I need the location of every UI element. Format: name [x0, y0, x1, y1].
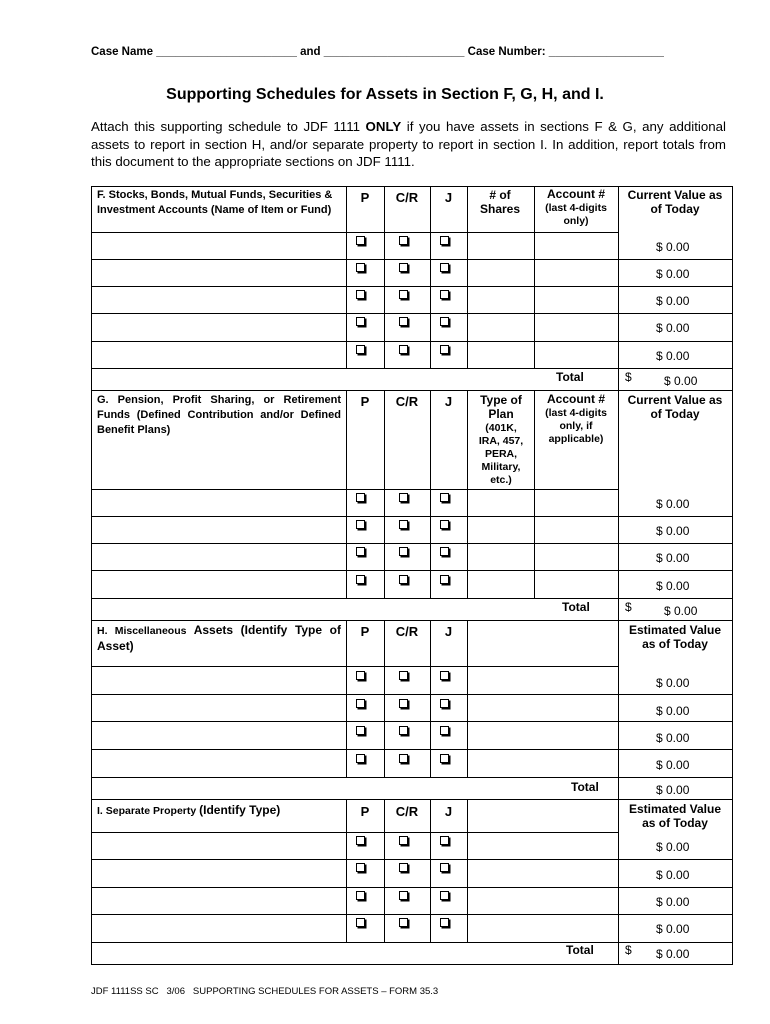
row-value[interactable]: $ 0.00: [656, 758, 690, 772]
checkbox-j[interactable]: [440, 290, 449, 299]
rule: [91, 620, 733, 621]
checkbox-p[interactable]: [356, 345, 365, 354]
checkbox-cr[interactable]: [399, 317, 408, 326]
table-right-border: [732, 186, 733, 964]
divider: [618, 186, 619, 390]
checkbox-cr[interactable]: [399, 263, 408, 272]
row-value[interactable]: $ 0.00: [656, 731, 690, 745]
rule: [91, 777, 733, 778]
checkbox-cr[interactable]: [399, 918, 408, 927]
row-value[interactable]: $ 0.00: [656, 497, 690, 511]
checkbox-p[interactable]: [356, 671, 365, 680]
case-name-line: Case Name ______________________ and ______________________ Case Number: __________________: [91, 46, 664, 58]
rule: [91, 286, 733, 287]
col-p-header: P: [360, 804, 370, 819]
divider: [346, 620, 347, 777]
divider: [467, 620, 468, 777]
rule: [91, 964, 733, 965]
checkbox-cr[interactable]: [399, 754, 408, 763]
checkbox-p[interactable]: [356, 547, 365, 556]
rule: [91, 570, 733, 571]
col-j-header: J: [444, 804, 453, 819]
col-p-header: P: [360, 394, 370, 409]
checkbox-j[interactable]: [440, 863, 449, 872]
checkbox-j[interactable]: [440, 547, 449, 556]
col-cr-header: C/R: [395, 190, 419, 205]
checkbox-j[interactable]: [440, 520, 449, 529]
checkbox-p[interactable]: [356, 891, 365, 900]
divider: [467, 390, 468, 598]
section-h-description: [97, 623, 341, 655]
divider: [618, 390, 619, 620]
checkbox-j[interactable]: [440, 263, 449, 272]
rule: [91, 516, 733, 517]
checkbox-p[interactable]: [356, 575, 365, 584]
row-value[interactable]: $ 0.00: [656, 524, 690, 538]
col-cr-header: C/R: [395, 394, 419, 409]
row-value[interactable]: $ 0.00: [656, 840, 690, 854]
checkbox-j[interactable]: [440, 345, 449, 354]
col-account-note: (last 4-digits only): [545, 202, 607, 227]
section-f-description: F. Stocks, Bonds, Mutual Funds, Securities & Investment Accounts (Name of Item or Fund): [97, 189, 333, 216]
checkbox-cr[interactable]: [399, 836, 408, 845]
section-h-description-b: Assets (Identify Type of Asset): [97, 623, 341, 653]
col-p-header: P: [360, 624, 370, 639]
total-value[interactable]: $ 0.00: [664, 604, 698, 618]
intro-text-1: Attach this supporting schedule to JDF 1111: [91, 119, 366, 134]
checkbox-cr[interactable]: [399, 345, 408, 354]
col-p-header: P: [360, 190, 370, 205]
checkbox-j[interactable]: [440, 493, 449, 502]
rule: [91, 666, 618, 667]
total-label: Total: [556, 370, 584, 384]
checkbox-cr[interactable]: [399, 290, 408, 299]
col-cr-header: C/R: [395, 624, 419, 639]
row-value[interactable]: $ 0.00: [656, 240, 690, 254]
section-g-description: G. Pension, Profit Sharing, or Retirement Funds (Defined Contribution and/or Defined Benefit Plans): [97, 394, 341, 436]
col-account-header: Account #: [546, 187, 605, 201]
checkbox-p[interactable]: [356, 493, 365, 502]
divider: [384, 390, 385, 598]
checkbox-p[interactable]: [356, 918, 365, 927]
row-value[interactable]: $ 0.00: [656, 579, 690, 593]
checkbox-p[interactable]: [356, 263, 365, 272]
checkbox-j[interactable]: [440, 317, 449, 326]
col-j-header: J: [444, 624, 453, 639]
total-value[interactable]: $ 0.00: [664, 374, 698, 388]
total-label: Total: [571, 780, 599, 794]
checkbox-j[interactable]: [440, 575, 449, 584]
checkbox-cr[interactable]: [399, 520, 408, 529]
checkbox-cr[interactable]: [399, 891, 408, 900]
divider: [346, 799, 347, 942]
col-j-header: J: [444, 190, 453, 205]
row-value[interactable]: $ 0.00: [656, 868, 690, 882]
row-value[interactable]: $ 0.00: [656, 676, 690, 690]
checkbox-p[interactable]: [356, 236, 365, 245]
divider: [346, 390, 347, 598]
checkbox-cr[interactable]: [399, 671, 408, 680]
rule: [91, 390, 733, 391]
divider: [430, 390, 431, 598]
divider: [618, 799, 619, 964]
rule: [91, 721, 733, 722]
checkbox-cr[interactable]: [399, 699, 408, 708]
rule: [91, 186, 733, 187]
rule: [91, 887, 733, 888]
rule: [91, 543, 733, 544]
divider: [618, 620, 619, 799]
total-label: Total: [562, 600, 590, 614]
checkbox-j[interactable]: [440, 918, 449, 927]
intro-emphasis: ONLY: [365, 119, 402, 134]
col-cr-header: C/R: [395, 804, 419, 819]
row-value[interactable]: $ 0.00: [656, 267, 690, 281]
row-value[interactable]: $ 0.00: [656, 922, 690, 936]
rule: [91, 313, 733, 314]
col-value-header: Current Value as of Today: [627, 188, 723, 216]
checkbox-p[interactable]: [356, 317, 365, 326]
checkbox-j[interactable]: [440, 754, 449, 763]
section-i-description-a: I. Separate Property: [97, 805, 200, 817]
table-left-border: [91, 186, 92, 964]
rule: [91, 942, 733, 943]
checkbox-cr[interactable]: [399, 493, 408, 502]
checkbox-j[interactable]: [440, 891, 449, 900]
checkbox-p[interactable]: [356, 290, 365, 299]
checkbox-p[interactable]: [356, 836, 365, 845]
total-dollar-sign: $: [625, 370, 632, 384]
checkbox-j[interactable]: [440, 671, 449, 680]
checkbox-p[interactable]: [356, 726, 365, 735]
row-value[interactable]: $ 0.00: [656, 349, 690, 363]
section-h-description-a: H. Miscellaneous: [97, 625, 194, 637]
rule: [91, 799, 733, 800]
rule: [91, 914, 733, 915]
checkbox-p[interactable]: [356, 699, 365, 708]
row-value[interactable]: $ 0.00: [656, 895, 690, 909]
divider: [384, 799, 385, 942]
section-i-description: [97, 803, 342, 819]
divider: [534, 390, 535, 598]
rule: [91, 694, 733, 695]
col-plan-header: Type of Plan: [480, 393, 522, 421]
checkbox-j[interactable]: [440, 726, 449, 735]
checkbox-j[interactable]: [440, 836, 449, 845]
col-account-header: Account #: [546, 392, 605, 406]
form-footer: JDF 1111SS SC 3/06 SUPPORTING SCHEDULES FOR ASSETS – FORM 35.3: [91, 986, 439, 997]
total-dollar-sign: $: [625, 943, 632, 957]
col-value-header: Current Value as of Today: [627, 393, 723, 421]
rule: [91, 341, 733, 342]
total-dollar-sign: $: [625, 600, 632, 614]
checkbox-cr[interactable]: [399, 236, 408, 245]
total-value[interactable]: $ 0.00: [656, 783, 690, 797]
col-shares-header: # of Shares: [480, 188, 521, 216]
col-value-header: Estimated Value as of Today: [628, 802, 722, 830]
divider: [430, 799, 431, 942]
rule: [91, 259, 733, 260]
divider: [384, 620, 385, 777]
total-label: Total: [566, 943, 594, 957]
row-value[interactable]: $ 0.00: [656, 551, 690, 565]
checkbox-j[interactable]: [440, 699, 449, 708]
divider: [430, 620, 431, 777]
rule: [91, 749, 733, 750]
col-plan-note: (401K, IRA, 457, PERA, Military, etc.): [478, 422, 524, 486]
rule: [91, 859, 733, 860]
checkbox-cr[interactable]: [399, 575, 408, 584]
rule: [91, 489, 618, 490]
col-j-header: J: [444, 394, 453, 409]
row-value[interactable]: $ 0.00: [656, 321, 690, 335]
checkbox-cr[interactable]: [399, 863, 408, 872]
divider: [467, 799, 468, 942]
page-title: Supporting Schedules for Assets in Section F, G, H, and I.: [166, 86, 604, 103]
row-value[interactable]: $ 0.00: [656, 294, 690, 308]
checkbox-p[interactable]: [356, 863, 365, 872]
intro-text-2: if you have assets in sections F & G, any additional assets to report in section H, and/or separate property to report in section I. In addition, report totals from this document to the appropriate sections on JDF 1111.: [91, 119, 726, 169]
section-i-description-b: (Identify Type): [199, 803, 281, 817]
checkbox-j[interactable]: [440, 236, 449, 245]
total-value[interactable]: $ 0.00: [656, 947, 690, 961]
checkbox-cr[interactable]: [399, 547, 408, 556]
col-value-header: Estimated Value as of Today: [628, 623, 722, 651]
rule: [91, 368, 733, 369]
checkbox-cr[interactable]: [399, 726, 408, 735]
rule: [91, 232, 618, 233]
rule: [91, 832, 618, 833]
rule: [91, 598, 733, 599]
checkbox-p[interactable]: [356, 520, 365, 529]
col-account-note: (last 4-digits only, if applicable): [545, 407, 607, 445]
checkbox-p[interactable]: [356, 754, 365, 763]
row-value[interactable]: $ 0.00: [656, 704, 690, 718]
